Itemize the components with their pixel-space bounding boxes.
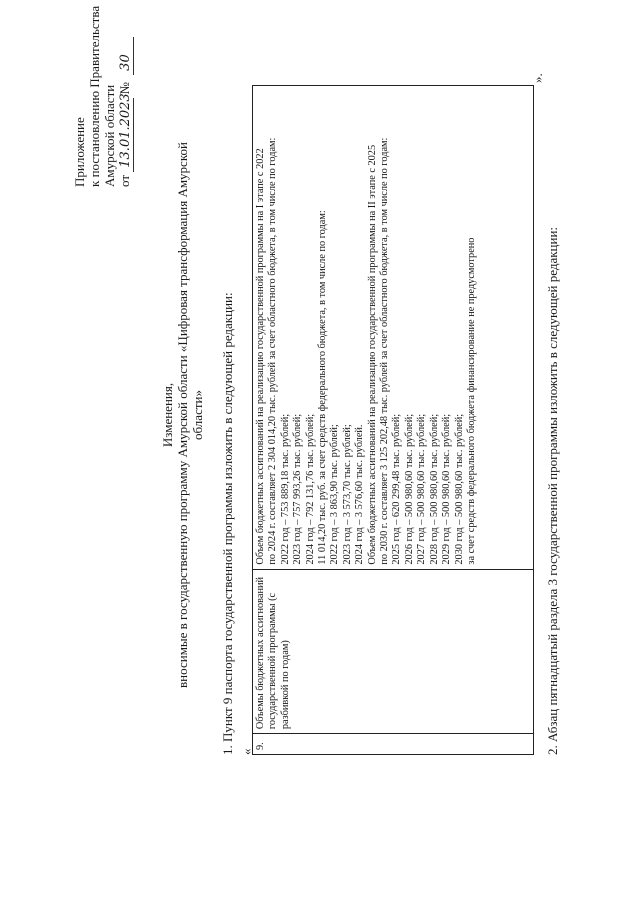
title-line-1: Изменения, [160, 382, 175, 448]
content-line: Объем бюджетных ассигнований на реализацию государственной программы на I этапе с 2022 [255, 148, 266, 565]
content-line: 2029 год – 500 980,60 тыс. рублей; [441, 413, 453, 565]
content-line: 2028 год – 500 980,60 тыс. рублей; [428, 413, 440, 565]
row-number-cell: 9. [253, 734, 534, 755]
appendix-line-3: Амурской области [102, 84, 117, 187]
content-line: по 2024 г. составляет 2 304 014,20 тыс. рублей за счет областного бюджета, в том числе по годам: [267, 137, 279, 565]
row-name-cell: Объемы бюджетных ассигнований государственной программы (с разбивкой по годам) [253, 569, 534, 734]
content-line: 2023 год – 757 993,26 тыс. рублей; [292, 413, 304, 565]
table-row [253, 86, 534, 755]
content-line: 2024 год – 792 131,76 тыс. рублей; [304, 413, 316, 565]
item-2-text: 2. Абзац пятнадцатый раздела 3 государственной программы изложить в следующей редакции: [545, 226, 560, 755]
passport-table [252, 85, 534, 755]
appendix-line-1: Приложение [72, 117, 87, 187]
content-line: 11 014,20 тыс. руб. за счет средств федерального бюджета, в том числе по годам: [317, 210, 329, 565]
content-line: 2022 год – 753 889,18 тыс. рублей; [279, 413, 291, 565]
opening-quote-mark: « [239, 748, 254, 755]
content-line: 2023 год – 3 573,70 тыс. рублей; [341, 424, 353, 565]
item-1-text: 1. Пункт 9 паспорта государственной программы изложить в следующей редакции: [220, 292, 235, 755]
content-line: за счет средств федерального бюджета финансирование не предусмотрено [465, 237, 477, 565]
closing-quote-mark: ». [530, 73, 545, 83]
title-line-2: вносимые в государственную программу Амурской области «Цифровая трансформация Амурской области» [175, 142, 205, 688]
row-content-cell [253, 86, 534, 570]
content-line: по 2030 г. составляет 3 125 202,48 тыс. рублей за счет областного бюджета, в том числе по годам: [379, 137, 391, 565]
appendix-handwritten-number: 30 [118, 37, 134, 75]
appendix-line-2: к постановлению Правительства [87, 5, 102, 187]
content-line: Объем бюджетных ассигнований на реализацию государственной программы на II этапе с 2025 [366, 144, 378, 565]
appendix-block [72, 6, 134, 187]
content-line: 2026 год – 500 980,60 тыс. рублей; [403, 413, 415, 565]
appendix-number-label: № [117, 82, 132, 95]
appendix-from-label: от [117, 174, 132, 187]
appendix-date-line [117, 6, 134, 187]
appendix-handwritten-date: 13.01.2023 [118, 98, 134, 172]
content-line: 2024 год – 3 576,60 тыс. рублей. [354, 424, 366, 565]
content-line: 2025 год – 620 299,48 тыс. рублей; [391, 413, 403, 565]
content-line: 2022 год – 3 863,90 тыс. рублей; [329, 424, 341, 565]
content-line: 2027 год – 500 980,60 тыс. рублей; [416, 413, 428, 565]
document-title [160, 125, 205, 705]
content-line: 2030 год – 500 980,60 тыс. рублей; [453, 413, 465, 565]
